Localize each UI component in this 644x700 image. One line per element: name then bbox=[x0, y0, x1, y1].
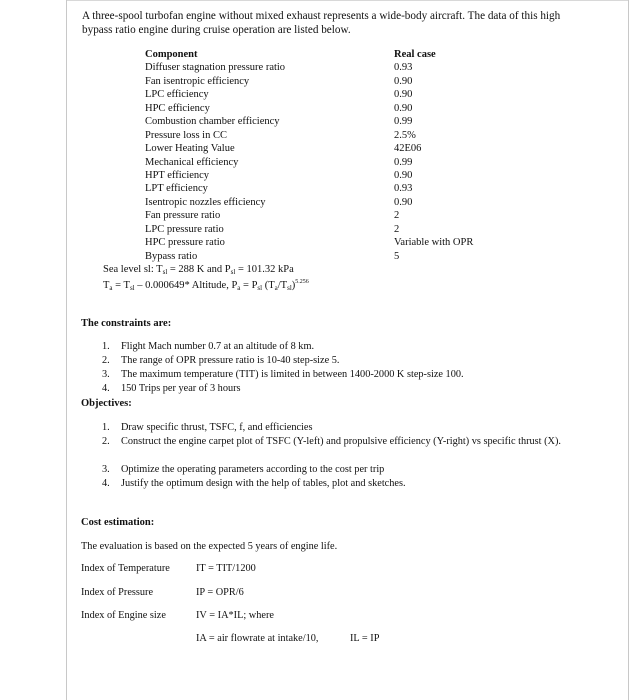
engine-data-table bbox=[145, 48, 505, 263]
cost-basis: The evaluation is based on the expected 5 years of engine life. bbox=[81, 541, 338, 552]
header-component: Component bbox=[145, 49, 198, 60]
component-name: LPT efficiency bbox=[145, 183, 208, 195]
table-row bbox=[145, 250, 505, 263]
component-value: 0.90 bbox=[394, 169, 413, 181]
component-value: 2 bbox=[394, 210, 400, 222]
table-row bbox=[145, 129, 505, 142]
component-name: LPC pressure ratio bbox=[145, 223, 224, 235]
cost-heading: Cost estimation: bbox=[81, 517, 155, 528]
component-name: HPT efficiency bbox=[145, 169, 210, 181]
component-value: 42E06 bbox=[394, 143, 422, 155]
component-value: 5 bbox=[394, 250, 400, 262]
pressure-index-label: Index of Pressure bbox=[81, 587, 154, 598]
component-name: Mechanical efficiency bbox=[145, 156, 239, 168]
component-value: 0.93 bbox=[394, 183, 413, 195]
component-value: 0.99 bbox=[394, 156, 413, 168]
component-name: HPC pressure ratio bbox=[145, 237, 225, 249]
component-value: Variable with OPR bbox=[394, 237, 474, 249]
component-value: 0.90 bbox=[394, 89, 413, 101]
component-value: 0.90 bbox=[394, 102, 413, 114]
component-name: Diffuser stagnation pressure ratio bbox=[145, 62, 286, 74]
page-border-left bbox=[66, 0, 67, 700]
header-value: Real case bbox=[394, 49, 436, 60]
component-name: Bypass ratio bbox=[145, 250, 198, 262]
component-name: Pressure loss in CC bbox=[145, 129, 227, 141]
component-value: 2 bbox=[394, 223, 400, 235]
component-value: 0.93 bbox=[394, 62, 413, 74]
component-name: Combustion chamber efficiency bbox=[145, 116, 280, 128]
page-border-right bbox=[628, 0, 629, 700]
altitude-formula: $T_a = T_{sl} - 0.000649*$ Altitude, $P_a = P_{sl}$ $(T_a/T_{sl})^{5.256}$ bbox=[103, 279, 309, 292]
sea-level-conditions: Sea level sl: $T_{sl} = 288$ K and $P_{sl} = 101.32$ kPa bbox=[103, 264, 294, 276]
table-row bbox=[145, 169, 505, 182]
intro-paragraph: A three-spool turbofan engine without mixed exhaust represents a wide-body aircraft. The data of this high bypass ratio engine during cruise operation are listed below. bbox=[82, 10, 561, 36]
ia-formula: IA = air flowrate at intake/10, bbox=[196, 633, 319, 644]
component-value: 0.90 bbox=[394, 196, 413, 208]
engine-size-index-label: Index of Engine size bbox=[81, 610, 166, 621]
table-row bbox=[145, 102, 505, 115]
table-row bbox=[145, 223, 505, 236]
pressure-index-formula: IP = OPR/6 bbox=[196, 587, 244, 598]
component-value: 0.99 bbox=[394, 116, 413, 128]
temp-index-formula: IT = TIT/1200 bbox=[196, 563, 256, 574]
table-row bbox=[145, 61, 505, 74]
table-row bbox=[145, 209, 505, 222]
component-name: Lower Heating Value bbox=[145, 143, 235, 155]
table-row bbox=[145, 236, 505, 249]
objectives-heading: Objectives: bbox=[81, 398, 132, 409]
temp-index-label: Index of Temperature bbox=[81, 563, 170, 574]
table-row bbox=[145, 182, 505, 195]
component-name: HPC efficiency bbox=[145, 102, 210, 114]
component-name: Isentropic nozzles efficiency bbox=[145, 196, 266, 208]
component-name: LPC efficiency bbox=[145, 89, 209, 101]
component-name: Fan pressure ratio bbox=[145, 210, 221, 222]
table-row bbox=[145, 142, 505, 155]
component-value: 0.90 bbox=[394, 75, 413, 87]
table-row bbox=[145, 196, 505, 209]
constraints-heading: The constraints are: bbox=[81, 318, 172, 329]
table-row bbox=[145, 115, 505, 128]
component-value: 2.5% bbox=[394, 129, 416, 141]
table-header bbox=[145, 48, 505, 61]
engine-size-index-formula: IV = IA*IL; where bbox=[196, 610, 274, 621]
il-formula: IL = IP bbox=[350, 633, 380, 644]
page-border-top bbox=[66, 0, 629, 1]
table-row bbox=[145, 88, 505, 101]
table-row bbox=[145, 156, 505, 169]
table-row bbox=[145, 75, 505, 88]
component-name: Fan isentropic efficiency bbox=[145, 75, 250, 87]
